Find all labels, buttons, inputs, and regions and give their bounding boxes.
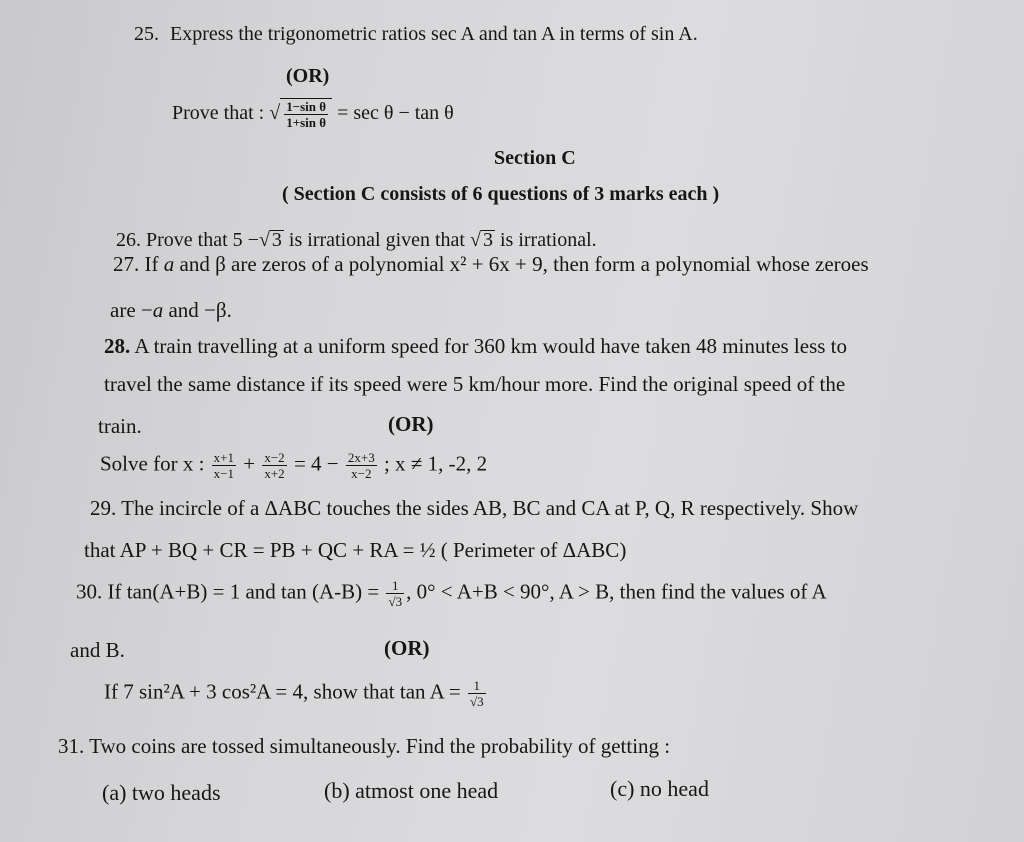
q30-alt-line [104, 678, 488, 709]
sqrt-symbol: √ [258, 229, 270, 251]
q28-f1-den: x−1 [213, 466, 234, 481]
q28-f2-den: x+2 [264, 466, 285, 481]
q30-alt-num: 1 [468, 678, 486, 694]
q28-plus: + [243, 451, 256, 476]
q30-line2: and B. [70, 638, 125, 662]
q25-or: (OR) [286, 65, 330, 87]
section-subtitle: ( Section C consists of 6 questions of 3 marks each ) [282, 183, 720, 205]
q31-line [58, 734, 670, 758]
q26-number: 26. [116, 229, 141, 251]
q28-f2-num: x−2 [264, 450, 285, 465]
q29-line2: that AP + BQ + CR = PB + QC + RA = ½ ( Perimeter of ΔABC) [84, 538, 627, 562]
q28-line2: travel the same distance if its speed were 5 km/hour more. Find the original speed of the [104, 372, 846, 396]
q28-fraction-1 [212, 450, 236, 481]
q28-solve-line [100, 450, 487, 481]
q28-condition: ; x ≠ 1, -2, 2 [383, 451, 488, 476]
q28-f3-den: x−2 [351, 466, 372, 481]
q28-or: (OR) [388, 412, 434, 436]
q28-fraction-3 [346, 450, 377, 481]
q30-or: (OR) [384, 636, 430, 660]
sqrt-symbol: √ [470, 229, 481, 251]
q27-line1-text: and β are zeros of a polynomial x² + 6x + 9, then form a polynomial whose zeroes [179, 252, 869, 276]
q25-number: 25. [134, 23, 159, 45]
sqrt-symbol: √ [269, 102, 281, 125]
q30-fraction [386, 578, 404, 609]
q27-number: 27. [113, 252, 140, 276]
q28-f3-num: 2x+3 [347, 450, 375, 465]
q25-line [134, 22, 698, 46]
q30-alt-text: If 7 sin²A + 3 cos²A = 4, show that tan A = [104, 679, 461, 704]
q30-frac-num: 1 [386, 578, 404, 594]
q26-text-c: is irrational. [499, 229, 597, 251]
q25-fraction [284, 99, 328, 130]
q26-root-b: 3 [482, 229, 493, 251]
q25-text: Express the trigonometric ratios sec A and tan A in terms of sin A. [170, 23, 698, 45]
q28-f1-num: x+1 [213, 450, 234, 465]
q30-number: 30. [76, 579, 103, 604]
q31-number: 31. [58, 734, 85, 758]
q30-line1 [76, 578, 827, 609]
q26-text-b: is irrational given that [288, 229, 465, 251]
q27-line1 [113, 252, 869, 276]
q25-frac-num: 1−sin θ [286, 99, 327, 114]
q31-option-a: (a) two heads [102, 780, 221, 805]
q30-text-b: , 0° < A+B < 90°, A > B, then find the values of A [406, 579, 827, 604]
q26-root-a: 3 [271, 229, 282, 251]
q28-line1-text: A train travelling at a uniform speed for 360 km would have taken 48 minutes less to [134, 334, 848, 358]
q26-text-a: Prove that 5 − [146, 229, 259, 251]
q27-line2 [110, 298, 232, 322]
q25-prove-lead: Prove that : [172, 102, 265, 125]
q25-rhs: = sec θ − tan θ [337, 102, 454, 125]
q25-sqrt [280, 98, 332, 130]
q25-frac-den: 1+sin θ [286, 115, 327, 130]
q29-line1 [90, 496, 858, 520]
q25-prove-line [172, 98, 454, 130]
q31-option-c: (c) no head [610, 776, 709, 801]
q31-text: Two coins are tossed simultaneously. Find the probability of getting : [89, 734, 671, 758]
q30-alt-den: √3 [469, 694, 484, 709]
q27-alpha: a [163, 252, 175, 276]
q30-frac-den: √3 [388, 594, 403, 609]
q27-if: If [144, 252, 159, 276]
q28-line1 [104, 334, 847, 358]
q28-line3: train. [98, 414, 142, 438]
q28-solve-lead: Solve for x : [100, 451, 205, 476]
q28-eq: = 4 − [293, 451, 339, 476]
q27-line2-text: and −β. [168, 298, 232, 322]
q28-fraction-2 [262, 450, 286, 481]
q30-alt-fraction [468, 678, 486, 709]
q27-alpha-2: a [152, 298, 164, 322]
section-title: Section C [494, 147, 576, 169]
q28-number: 28. [104, 334, 131, 358]
q30-text-a: If tan(A+B) = 1 and tan (A-B) = [107, 579, 380, 604]
q26-line [116, 228, 597, 252]
q29-number: 29. [90, 496, 117, 520]
q31-option-b: (b) atmost one head [324, 778, 499, 803]
q29-line1-text: The incircle of a ΔABC touches the sides AB, BC and CA at P, Q, R respectively. Show [121, 496, 859, 520]
q27-are: are − [110, 298, 153, 322]
